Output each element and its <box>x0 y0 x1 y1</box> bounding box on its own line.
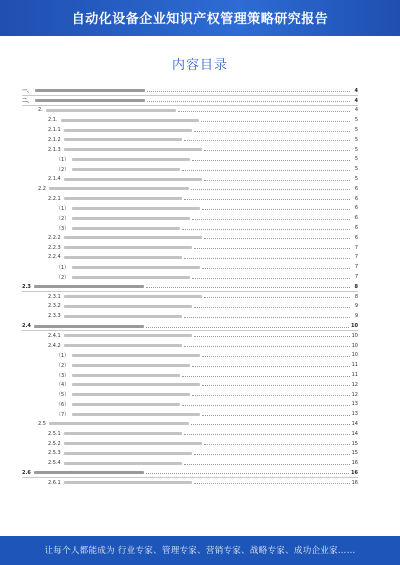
toc-dot-leader <box>194 307 350 308</box>
toc-dot-leader <box>192 219 350 220</box>
toc-entry-title-placeholder <box>34 285 144 288</box>
toc-dot-leader <box>182 376 349 377</box>
footer-slogan-band <box>0 536 400 565</box>
toc-entry-title-placeholder <box>64 138 182 141</box>
toc-entry[interactable] <box>22 429 358 439</box>
toc-entry-title-placeholder <box>64 334 192 337</box>
toc-dot-leader <box>192 160 350 161</box>
toc-dot-leader <box>146 327 349 328</box>
toc-entry-number: 2.1. <box>48 117 58 124</box>
toc-page-number: 7 <box>354 274 358 281</box>
toc-entry[interactable] <box>22 272 358 282</box>
toc-entry-title-placeholder <box>64 344 182 347</box>
toc-entry-title-placeholder <box>64 432 182 435</box>
toc-entry-number: （1） <box>56 352 70 359</box>
toc-entry[interactable] <box>22 458 358 468</box>
toc-entry-number: 2.3.2 <box>48 303 61 310</box>
toc-entry[interactable] <box>22 311 358 321</box>
table-of-contents <box>22 86 358 488</box>
toc-entry[interactable] <box>22 360 358 370</box>
toc-page-number: 10 <box>351 323 358 330</box>
report-title-banner <box>0 0 400 36</box>
toc-dot-leader <box>184 199 350 200</box>
toc-entry-number: 2. <box>38 107 43 114</box>
toc-page-number: 8 <box>354 283 358 290</box>
toc-entry[interactable] <box>22 439 358 449</box>
toc-entry-title-placeholder <box>64 481 192 484</box>
toc-entry-number: 2.4.2 <box>48 342 61 349</box>
toc-entry-title-placeholder <box>72 364 190 367</box>
toc-dot-leader <box>192 395 349 396</box>
toc-page-number: 5 <box>354 146 358 153</box>
toc-dot-leader <box>204 297 350 298</box>
toc-entry[interactable] <box>22 478 358 488</box>
toc-page-number: 16 <box>351 460 358 467</box>
toc-page-number: 13 <box>351 411 358 418</box>
toc-entry-number: 2.2.1 <box>48 195 61 202</box>
toc-entry-number: 2.6.1 <box>48 479 61 486</box>
toc-page-number: 9 <box>354 303 358 310</box>
toc-page-number: 5 <box>354 127 358 134</box>
toc-page-number: 10 <box>351 332 358 339</box>
toc-dot-leader <box>182 229 350 230</box>
toc-dot-leader <box>146 287 350 288</box>
toc-entry-title-placeholder <box>72 393 190 396</box>
toc-entry[interactable] <box>22 390 358 400</box>
toc-entry-number: 2.1.2 <box>48 136 61 143</box>
toc-entry-number: 2.5.3 <box>48 450 61 457</box>
toc-entry-number: （6） <box>56 401 70 408</box>
toc-entry[interactable] <box>22 419 358 429</box>
toc-page-number: 12 <box>351 381 358 388</box>
toc-page-number: 5 <box>354 117 358 124</box>
toc-page-number: 6 <box>354 234 358 241</box>
toc-heading: 内容目录 <box>171 58 228 73</box>
toc-entry[interactable] <box>22 468 358 478</box>
toc-dot-leader <box>202 209 350 210</box>
toc-dot-leader <box>182 170 350 171</box>
toc-dot-leader <box>202 415 349 416</box>
toc-entry-number: 2.5 <box>38 420 46 427</box>
toc-entry-number: 2.1.1 <box>48 127 61 134</box>
toc-page-number: 13 <box>351 401 358 408</box>
toc-page-number: 4 <box>354 107 358 114</box>
toc-entry-title-placeholder <box>64 197 182 200</box>
toc-page-number: 4 <box>354 97 358 104</box>
toc-entry[interactable] <box>22 370 358 380</box>
toc-entry[interactable] <box>22 321 358 331</box>
toc-page-number: 5 <box>354 176 358 183</box>
toc-dot-leader <box>194 454 350 455</box>
toc-entry[interactable] <box>22 351 358 361</box>
toc-entry-number: 2.5.2 <box>48 440 61 447</box>
toc-entry[interactable] <box>22 155 358 165</box>
toc-entry-number: （3） <box>56 372 70 379</box>
toc-entry[interactable] <box>22 262 358 272</box>
toc-entry-number: （3） <box>56 225 70 232</box>
toc-page-number: 15 <box>351 440 358 447</box>
toc-dot-leader <box>204 444 350 445</box>
toc-dot-leader <box>201 121 350 122</box>
toc-dot-leader <box>182 405 349 406</box>
toc-page-number: 6 <box>354 205 358 212</box>
toc-entry-title-placeholder <box>72 158 190 161</box>
toc-entry[interactable] <box>22 184 358 194</box>
toc-entry[interactable] <box>22 125 358 135</box>
toc-page-number: 16 <box>351 469 358 476</box>
toc-entry-number: 2.5.1 <box>48 430 61 437</box>
toc-entry[interactable] <box>22 400 358 410</box>
toc-entry-number: 一、 <box>22 88 33 95</box>
toc-entry-number: 2.2 <box>38 185 46 192</box>
toc-dot-leader <box>194 336 350 337</box>
toc-entry-title-placeholder <box>72 227 180 230</box>
toc-entry-number: （4） <box>56 382 70 389</box>
toc-page-number: 6 <box>354 225 358 232</box>
toc-entry[interactable] <box>22 106 358 116</box>
toc-entry-title-placeholder <box>64 178 202 181</box>
toc-dot-leader <box>204 238 350 239</box>
toc-page-number: 11 <box>351 372 358 378</box>
toc-page-number: 12 <box>351 391 358 398</box>
toc-entry[interactable] <box>22 409 358 419</box>
toc-page-number: 14 <box>351 430 358 437</box>
toc-entry-title-placeholder <box>49 187 189 190</box>
toc-entry[interactable] <box>22 282 358 292</box>
toc-dot-leader <box>184 317 350 318</box>
toc-entry-number: 二、 <box>22 98 33 105</box>
toc-page-number: 10 <box>351 352 358 359</box>
toc-entry-number: （1） <box>56 264 70 271</box>
toc-entry-title-placeholder <box>64 462 182 465</box>
toc-entry-number: （2） <box>56 362 70 369</box>
toc-entry-title-placeholder <box>64 315 182 318</box>
toc-entry[interactable] <box>22 223 358 233</box>
toc-entry[interactable] <box>22 145 358 155</box>
toc-dot-leader <box>204 150 350 151</box>
toc-dot-leader <box>194 248 350 249</box>
toc-page-number: 6 <box>354 185 358 192</box>
toc-dot-leader <box>184 140 350 141</box>
toc-entry[interactable] <box>22 253 358 263</box>
toc-entry-number: 2.2.3 <box>48 244 61 251</box>
toc-page-number: 11 <box>351 362 358 369</box>
toc-entry[interactable] <box>22 204 358 214</box>
toc-entry-title-placeholder <box>72 374 180 377</box>
toc-entry-number: （5） <box>56 392 70 399</box>
toc-dot-leader <box>194 483 350 484</box>
toc-entry-title-placeholder <box>72 207 200 210</box>
toc-entry-number: 2.2.2 <box>48 234 61 241</box>
footer-slogan: 让每个人都能成为 行业专家、管理专家、营销专家、战略专家、成功企业家…… <box>44 546 356 556</box>
toc-entry[interactable] <box>22 233 358 243</box>
toc-entry-title-placeholder <box>72 413 200 416</box>
toc-entry[interactable] <box>22 380 358 390</box>
toc-entry[interactable] <box>22 341 358 351</box>
toc-entry[interactable] <box>22 86 358 96</box>
toc-entry-number: 2.3.3 <box>48 313 61 320</box>
toc-entry-number: 2.5.4 <box>48 460 61 467</box>
toc-entry-number: （1） <box>56 156 70 163</box>
toc-entry-number: （2） <box>56 166 70 173</box>
toc-dot-leader <box>184 258 350 259</box>
toc-entry[interactable] <box>22 164 358 174</box>
toc-entry-title-placeholder <box>61 119 199 122</box>
toc-dot-leader <box>146 473 349 474</box>
toc-entry[interactable] <box>22 135 358 145</box>
toc-entry-title-placeholder <box>35 99 145 102</box>
toc-entry[interactable] <box>22 448 358 458</box>
toc-entry[interactable] <box>22 115 358 125</box>
toc-entry-title-placeholder <box>72 168 180 171</box>
toc-page-number: 16 <box>351 479 358 486</box>
toc-dot-leader <box>184 434 350 435</box>
toc-entry-number: 2.1.4 <box>48 176 61 183</box>
toc-dot-leader <box>202 385 349 386</box>
toc-entry-title-placeholder <box>35 89 145 92</box>
toc-page-number: 10 <box>351 342 358 349</box>
toc-entry-number: （2） <box>56 274 70 281</box>
toc-page-number: 5 <box>354 166 358 173</box>
report-title: 自动化设备企业知识产权管理策略研究报告 <box>71 12 329 27</box>
toc-page-number: 8 <box>354 293 358 300</box>
toc-entry-number: （1） <box>56 205 70 212</box>
toc-entry-title-placeholder <box>72 266 200 269</box>
toc-entry-title-placeholder <box>64 256 182 259</box>
toc-entry-number: 2.6 <box>22 469 31 476</box>
toc-entry-number: 2.4.1 <box>48 332 61 339</box>
toc-page-number: 6 <box>354 195 358 202</box>
toc-entry-title-placeholder <box>64 305 192 308</box>
toc-entry[interactable] <box>22 194 358 204</box>
toc-entry-title-placeholder <box>64 148 202 151</box>
toc-entry-title-placeholder <box>64 246 192 249</box>
toc-dot-leader <box>147 101 350 102</box>
toc-dot-leader <box>184 346 350 347</box>
toc-entry-number: 2.2.4 <box>48 254 61 261</box>
toc-dot-leader <box>202 356 349 357</box>
toc-page-number: 7 <box>354 254 358 261</box>
toc-entry-title-placeholder <box>49 422 189 425</box>
toc-entry-title-placeholder <box>72 354 200 357</box>
toc-page-number: 5 <box>354 136 358 143</box>
toc-entry[interactable] <box>22 292 358 302</box>
toc-page-number: 5 <box>354 156 358 163</box>
toc-dot-leader <box>178 111 350 112</box>
toc-entry[interactable] <box>22 331 358 341</box>
toc-dot-leader <box>191 424 350 425</box>
toc-entry-title-placeholder <box>72 403 180 406</box>
toc-entry-number: （2） <box>56 215 70 222</box>
toc-dot-leader <box>194 131 350 132</box>
toc-entry-title-placeholder <box>34 325 144 328</box>
toc-entry-title-placeholder <box>64 295 202 298</box>
toc-page-number: 14 <box>351 420 358 427</box>
toc-entry-title-placeholder <box>72 383 200 386</box>
toc-page-number: 9 <box>354 313 358 320</box>
toc-entry[interactable] <box>22 302 358 312</box>
toc-page-number: 7 <box>354 244 358 251</box>
toc-entry-title-placeholder <box>64 236 202 239</box>
toc-entry-number: 2.3 <box>22 283 31 290</box>
toc-entry-title-placeholder <box>64 129 192 132</box>
toc-dot-leader <box>147 91 350 92</box>
toc-entry-number: 2.3.1 <box>48 293 61 300</box>
toc-page-number: 15 <box>351 450 358 457</box>
toc-entry-title-placeholder <box>72 276 190 279</box>
toc-entry[interactable] <box>22 96 358 106</box>
toc-dot-leader <box>191 189 350 190</box>
toc-entry-title-placeholder <box>64 452 192 455</box>
toc-entry-number: 2.1.3 <box>48 146 61 153</box>
toc-entry[interactable] <box>22 243 358 253</box>
toc-entry-title-placeholder <box>64 442 202 445</box>
toc-entry-title-placeholder <box>46 109 176 112</box>
toc-entry-title-placeholder <box>72 217 190 220</box>
toc-entry[interactable] <box>22 213 358 223</box>
toc-entry[interactable] <box>22 174 358 184</box>
toc-dot-leader <box>204 180 350 181</box>
toc-entry-number: 2.4 <box>22 323 31 330</box>
toc-dot-leader <box>192 278 350 279</box>
toc-dot-leader <box>192 366 349 367</box>
toc-entry-number: （7） <box>56 411 70 418</box>
toc-page-number: 6 <box>354 215 358 222</box>
toc-dot-leader <box>202 268 350 269</box>
toc-dot-leader <box>184 464 350 465</box>
toc-entry-title-placeholder <box>34 471 144 474</box>
toc-page-number: 4 <box>354 87 358 94</box>
toc-page-number: 7 <box>354 264 358 271</box>
